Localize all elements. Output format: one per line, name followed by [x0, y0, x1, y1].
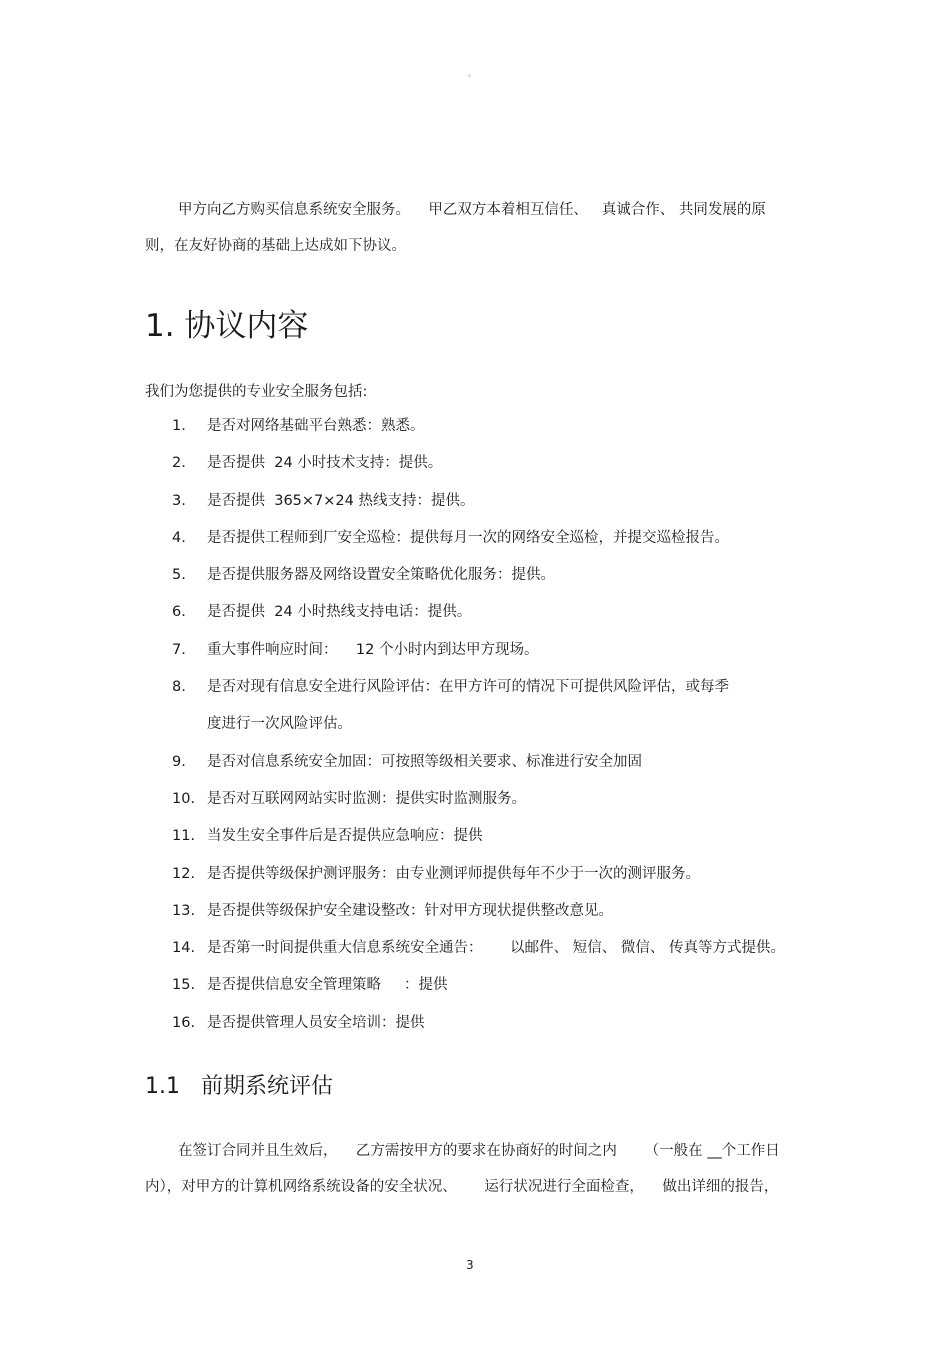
list-item-text: 是否对互联网网站实时监测：提供实时监测服务。 — [207, 790, 526, 807]
list-item-number: 8. — [172, 679, 186, 696]
services-lead-text: 我们为您提供的专业安全服务包括: — [145, 384, 368, 400]
list-item — [145, 520, 825, 557]
list-item — [145, 856, 825, 893]
list-item — [145, 930, 825, 967]
section-heading-agreement-content: 1. 协议内容 — [145, 308, 309, 344]
intro-paragraph — [145, 192, 805, 264]
list-item-number: 14. — [172, 940, 196, 957]
list-item-text: 当发生安全事件后是否提供应急响应：提供 — [207, 828, 483, 845]
list-item-text: 是否提供 365×7×24 热线支持：提供。 — [207, 492, 475, 509]
list-item-text: 是否对信息系统安全加固：可按照等级相关要求、标准进行安全加固 — [207, 753, 642, 770]
subsection-heading-preliminary-assessment: 1.1 前期系统评估 — [145, 1074, 333, 1099]
list-item — [145, 893, 825, 930]
list-item-text: 是否对网络基础平台熟悉：熟悉。 — [207, 418, 425, 434]
list-item-number: 6. — [172, 604, 186, 621]
list-item-number: 3. — [172, 492, 186, 509]
list-item-number: 15. — [172, 977, 196, 994]
list-item-number: 10. — [172, 790, 196, 807]
list-item-text: 是否提供等级保护安全建设整改：针对甲方现状提供整改意见。 — [207, 902, 613, 919]
list-item-text: 是否提供服务器及网络设置安全策略优化服务：提供。 — [207, 567, 555, 584]
header-mark: 。 — [468, 69, 478, 79]
list-item-text: 是否提供工程师到厂安全巡检：提供每月一次的网络安全巡检，并提交巡检报告。 — [207, 529, 729, 546]
list-item — [145, 483, 825, 520]
list-item-number: 2. — [172, 455, 186, 472]
list-item — [145, 818, 825, 855]
list-item — [145, 967, 825, 1004]
list-item-number: 9. — [172, 753, 186, 770]
list-item-text: 是否对现有信息安全进行风险评估：在甲方许可的情况下可提供风险评估，或每季 — [207, 679, 729, 696]
list-item-text: 重大事件响应时间： 12 个小时内到达甲方现场。 — [207, 641, 539, 658]
list-item-text: 是否提供 24 小时技术支持：提供。 — [207, 455, 443, 472]
list-item-text-continuation: 度进行一次风险评估。 — [207, 716, 352, 733]
list-item — [145, 557, 825, 594]
intro-line-2: 则，在友好协商的基础上达成如下协议。 — [145, 238, 406, 254]
services-list — [145, 408, 825, 1042]
list-item — [145, 781, 825, 818]
assessment-line-2: 内），对甲方的计算机网络系统设备的安全状况、 运行状况进行全面检查， 做出详细的报告， — [145, 1179, 779, 1195]
list-item — [145, 1005, 825, 1042]
page-number: 3 — [466, 1258, 474, 1272]
list-item-text: 是否第一时间提供重大信息系统安全通告： 以邮件、 短信、 微信、 传真等方式提供。 — [207, 940, 785, 957]
list-item-text: 是否提供等级保护测评服务：由专业测评师提供每年不少于一次的测评服务。 — [207, 865, 700, 882]
list-item — [145, 408, 825, 445]
intro-line-1: 甲方向乙方购买信息系统安全服务。 甲乙双方本着相互信任、 真诚合作、 共同发展的原 — [178, 202, 766, 218]
list-item-number: 4. — [172, 529, 186, 546]
list-item-number: 13. — [172, 902, 196, 919]
assessment-line-1: 在签订合同并且生效后， 乙方需按甲方的要求在协商好的时间之内 （一般在 __个工作日 — [178, 1143, 780, 1159]
list-item-text: 是否提供信息安全管理策略 ：提供 — [207, 977, 448, 994]
list-item-text: 是否提供管理人员安全培训：提供 — [207, 1014, 425, 1031]
list-item — [145, 744, 825, 781]
list-item — [145, 594, 825, 631]
list-item — [145, 632, 825, 669]
list-item-number: 16. — [172, 1014, 196, 1031]
assessment-paragraph — [145, 1133, 805, 1205]
list-item-number: 7. — [172, 641, 186, 658]
list-item-number: 5. — [172, 567, 186, 584]
list-item-number: 1. — [172, 418, 186, 434]
list-item — [145, 445, 825, 482]
list-item-number: 12. — [172, 865, 196, 882]
list-item-text: 是否提供 24 小时热线支持电话：提供。 — [207, 604, 472, 621]
list-item-number: 11. — [172, 828, 196, 845]
list-item — [145, 669, 825, 744]
